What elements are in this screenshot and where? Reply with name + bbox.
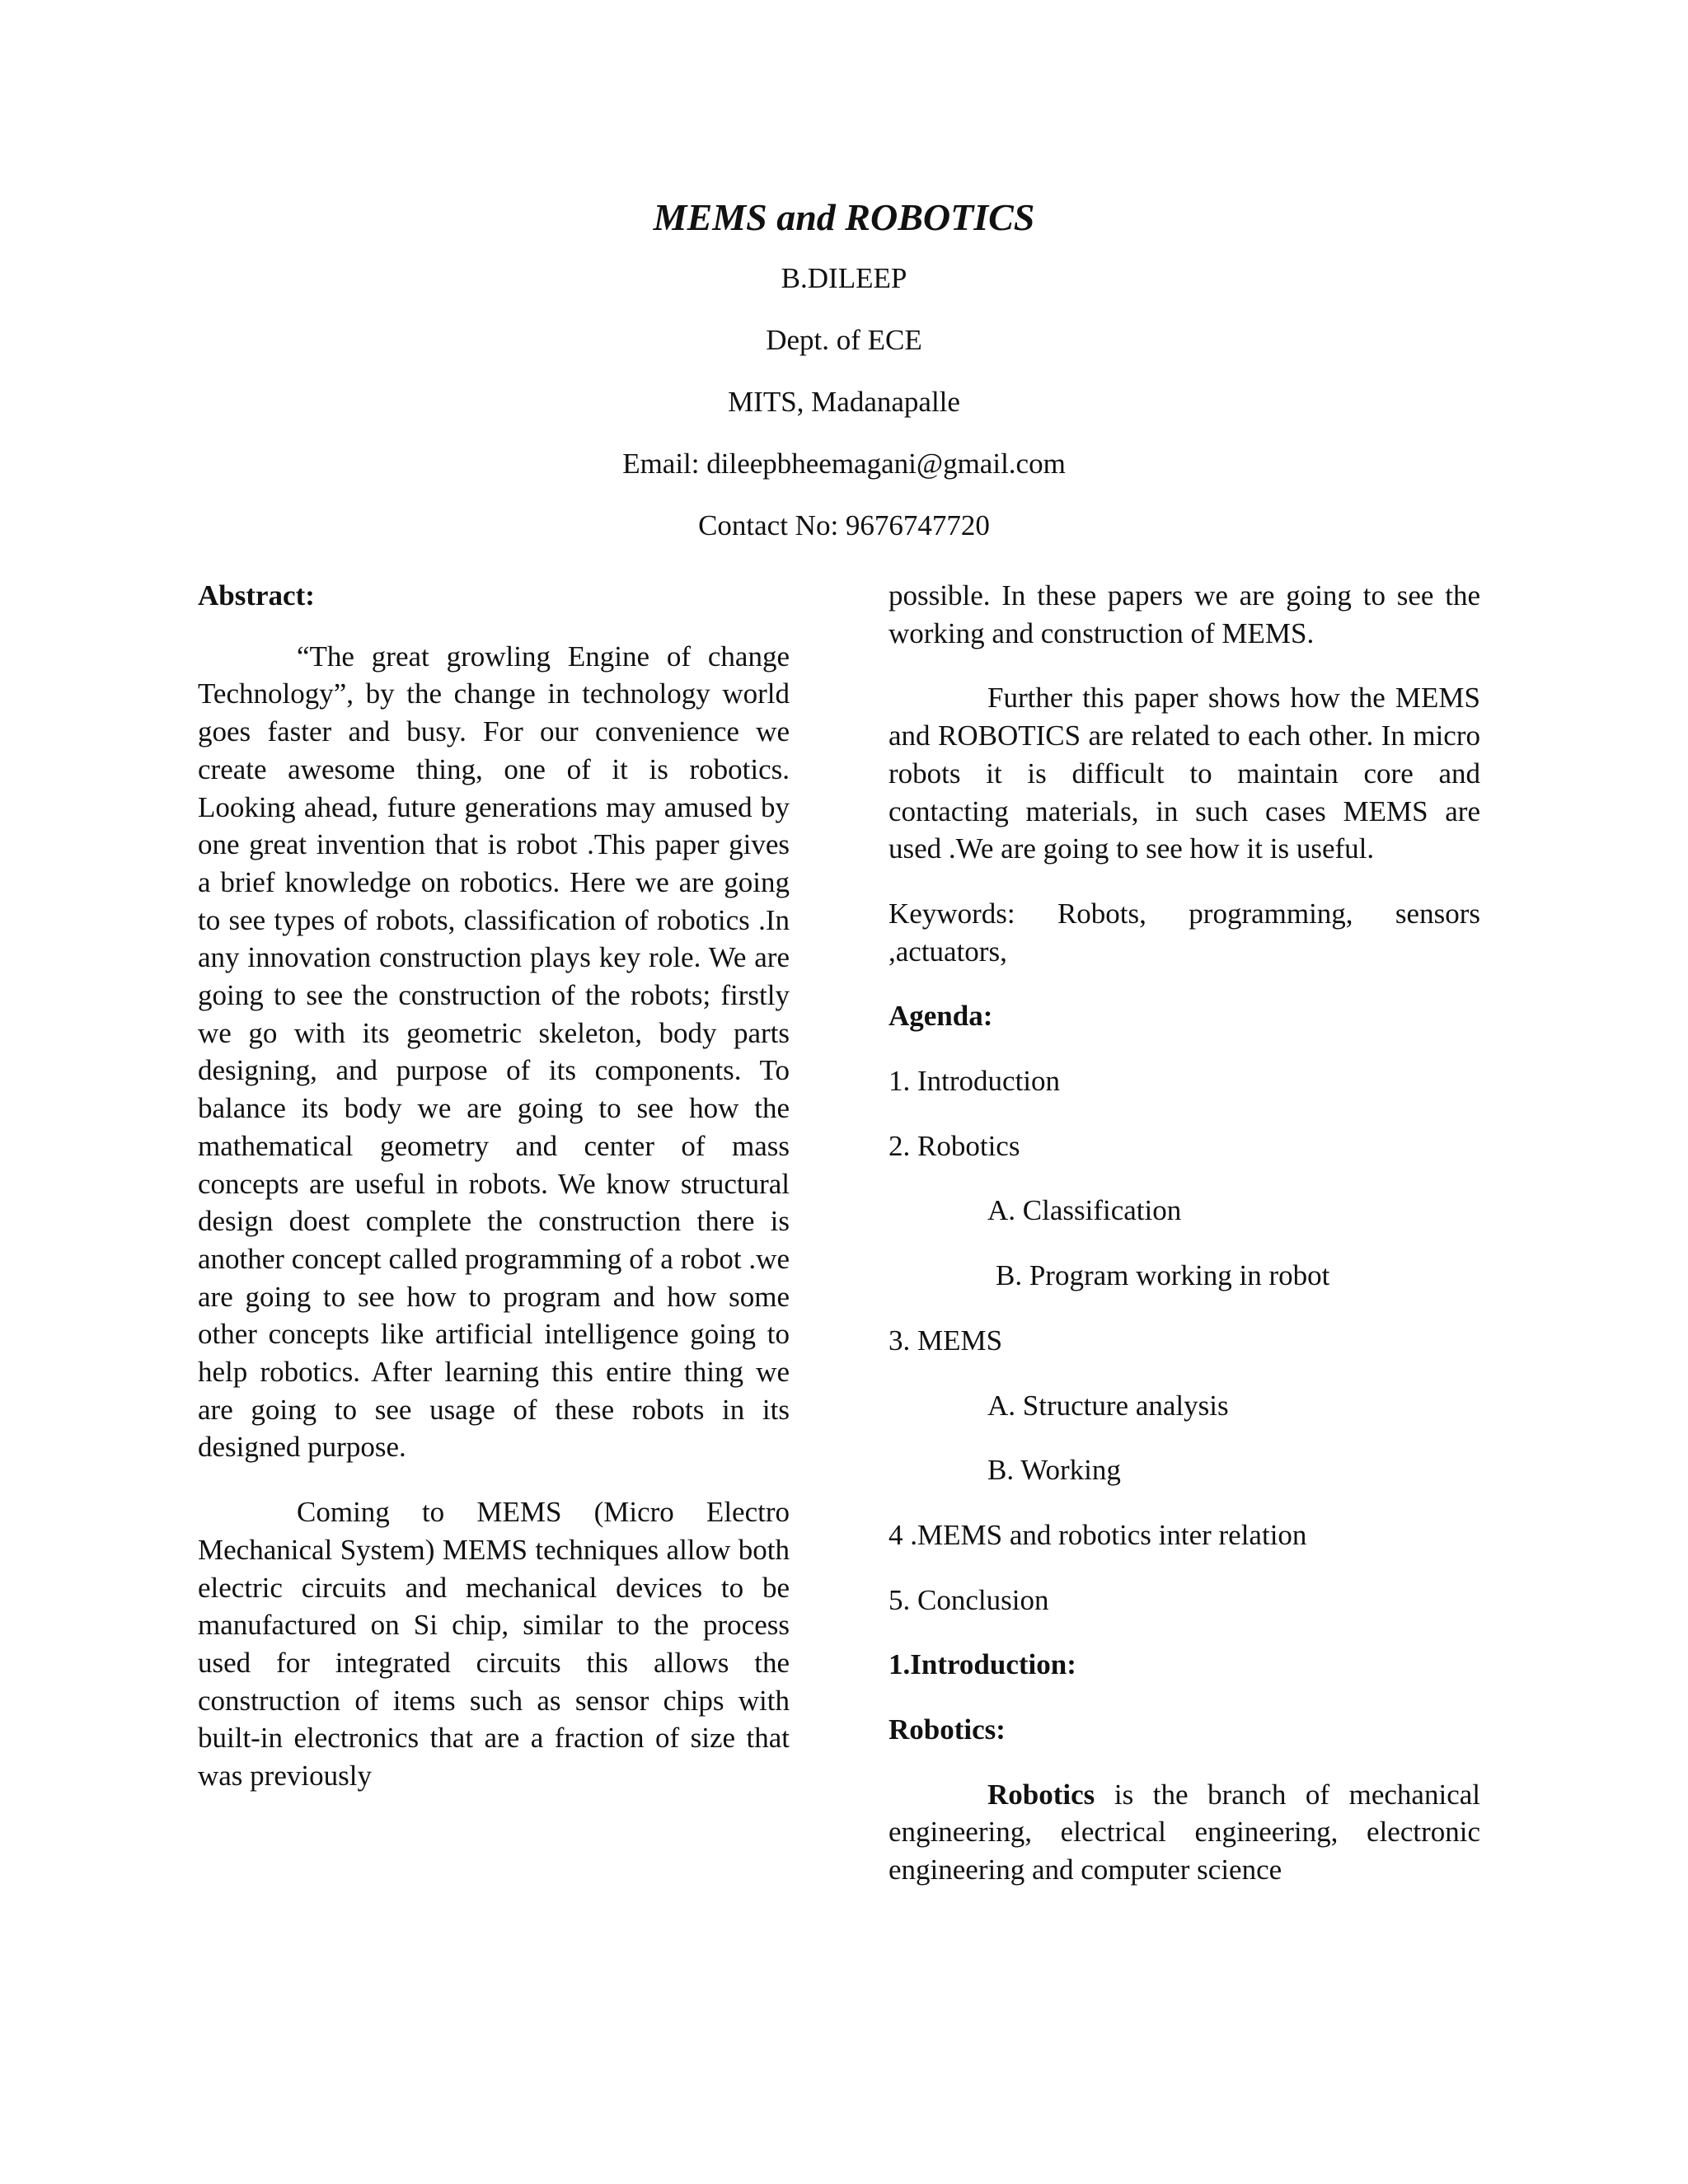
agenda-item: 3. MEMS xyxy=(889,1324,1003,1357)
abstract-heading: Abstract: xyxy=(198,579,315,612)
introduction-paragraph xyxy=(889,1776,1480,1889)
author-department: Dept. of ECE xyxy=(766,324,922,356)
introduction-text: is the branch of mechanical engineering, electrical engineering, electronic engineering and computer science xyxy=(889,1778,1480,1886)
paper-header xyxy=(0,188,1688,556)
abstract-paragraph-3: Further this paper shows how the MEMS and ROBOTICS are related to each other. In micro robots it is difficult to maintain core and contacting materials, in such cases MEMS are used .We are going to see how it is useful. xyxy=(889,682,1480,865)
author-institution: MITS, Madanapalle xyxy=(728,386,960,418)
abstract-paragraph-2-continued: possible. In these papers we are going to see the working and construction of MEMS. xyxy=(889,579,1480,649)
robotics-term: Robotics xyxy=(987,1778,1095,1811)
author-name: B.DILEEP xyxy=(781,262,907,294)
abstract-paragraph-2: Coming to MEMS (Micro Electro Mechanical System) MEMS techniques allow both electric circuits and mechanical devices to be manufactured on Si chip, similar to the process used for integrated circuits this allows the construction of items such as sensor chips with built-in electronics that are a fraction of size that was previously xyxy=(198,1496,790,1793)
introduction-heading: 1.Introduction: xyxy=(889,1648,1076,1681)
agenda-item: 2. Robotics xyxy=(889,1129,1020,1162)
agenda-item: 5. Conclusion xyxy=(889,1583,1049,1616)
robotics-subheading: Robotics: xyxy=(889,1713,1006,1746)
agenda-subitem: B. Working xyxy=(987,1454,1121,1487)
agenda-item: 4 .MEMS and robotics inter relation xyxy=(889,1518,1307,1551)
paper-title: MEMS and ROBOTICS xyxy=(653,196,1035,238)
agenda-heading: Agenda: xyxy=(889,1000,993,1033)
left-column xyxy=(198,577,790,1822)
agenda-item: 1. Introduction xyxy=(889,1065,1061,1098)
abstract-paragraph-1: “The great growling Engine of change Technology”, by the change in technology world goes faster and busy. For our convenience we create awesome thing, one of it is robotics. Looking ahead, future generations may amused by one great invention that is robot .This paper gives a brief knowledge on robotics. Here we are going to see types of robots, classification of robotics .In any innovation construction plays key role. We are going to see the construction of the robots; firstly we go with its geometric skeleton, body parts designing, and purpose of its components. To balance its body we are going to see how the mathematical geometry and center of mass concepts are useful in robots. We know structural design doest complete the construction there is another concept called programming of a robot .we are going to see how to program and how some other concepts like artificial intelligence going to help robotics. After learning this entire thing we are going to see usage of these robots in its designed purpose. xyxy=(198,640,790,1464)
agenda-subitem: A. Structure analysis xyxy=(987,1389,1229,1422)
agenda-subitem: B. Program working in robot xyxy=(996,1259,1330,1292)
agenda-subitem: A. Classification xyxy=(987,1194,1182,1227)
keywords: Keywords: Robots, programming, sensors ,actuators, xyxy=(889,897,1480,968)
author-email: Email: dileepbheemagani@gmail.com xyxy=(622,448,1066,480)
right-column xyxy=(889,577,1480,1916)
author-contact: Contact No: 9676747720 xyxy=(698,509,990,541)
